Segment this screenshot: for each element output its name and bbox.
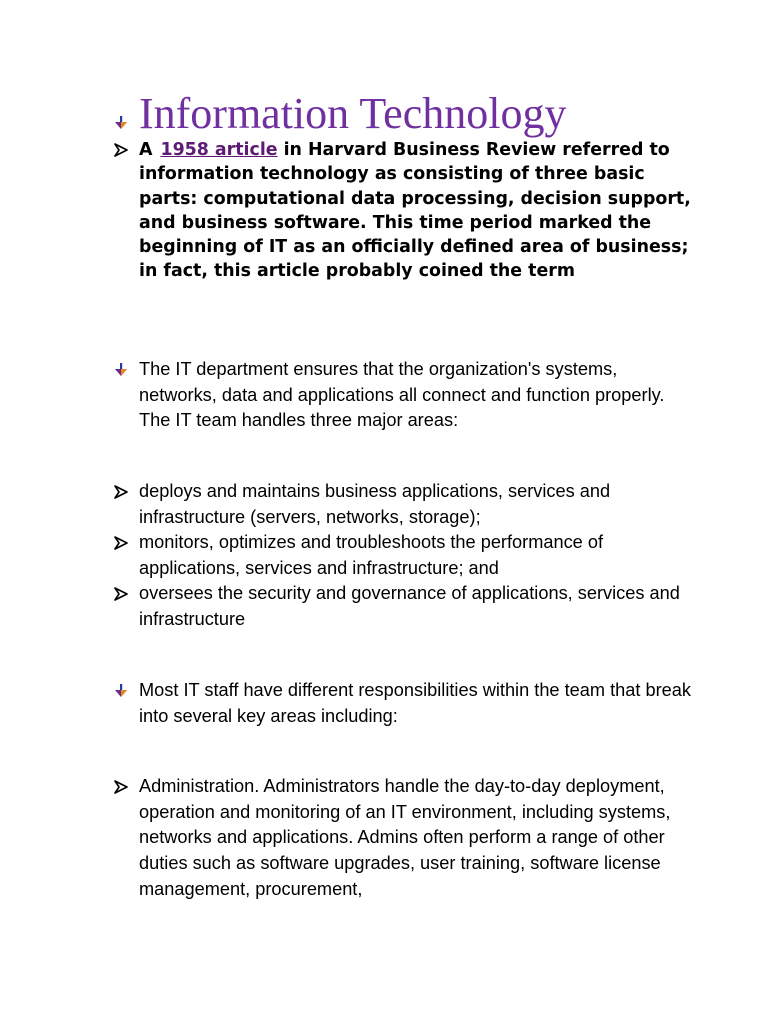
arrow-bullet-icon — [113, 484, 129, 500]
article-link[interactable]: 1958 article — [160, 140, 278, 160]
arrow-bullet-icon — [113, 142, 129, 158]
fancy-bullet-icon — [113, 115, 129, 131]
intro-prefix: A — [139, 140, 153, 160]
administration-paragraph: Administration. Administrators handle the day-to-day deployment, operation and monitoring of an IT environment, including systems, networks and applications. Admins often perform a range of other duties such as software upgrades, user training, software license management, procurement, — [139, 776, 671, 899]
list-item: oversees the security and governance of applications, services and infrastructure — [139, 583, 680, 629]
intro-paragraph — [139, 138, 699, 284]
fancy-bullet-icon — [113, 362, 129, 378]
staff-paragraph: Most IT staff have different responsibilities within the team that break into several key areas including: — [139, 680, 691, 726]
arrow-bullet-icon — [113, 535, 129, 551]
arrow-bullet-icon — [113, 779, 129, 795]
list-item: monitors, optimizes and troubleshoots the performance of applications, services and infrastructure; and — [139, 532, 604, 578]
page-title: Information Technology — [139, 89, 567, 138]
fancy-bullet-icon — [113, 683, 129, 699]
department-paragraph: The IT department ensures that the organization's systems, networks, data and applications all connect and function properly. The IT team handles three major areas: — [139, 359, 665, 431]
arrow-bullet-icon — [113, 586, 129, 602]
list-item: deploys and maintains business applications, services and infrastructure (servers, networks, storage); — [139, 481, 611, 527]
intro-text: in Harvard Business Review referred to information technology as consisting of three basic parts: computational data processing, decision support, and business software. This time period marked the beginning of IT as an officially defined area of business; in fact, this article probably coined the term — [139, 140, 691, 282]
